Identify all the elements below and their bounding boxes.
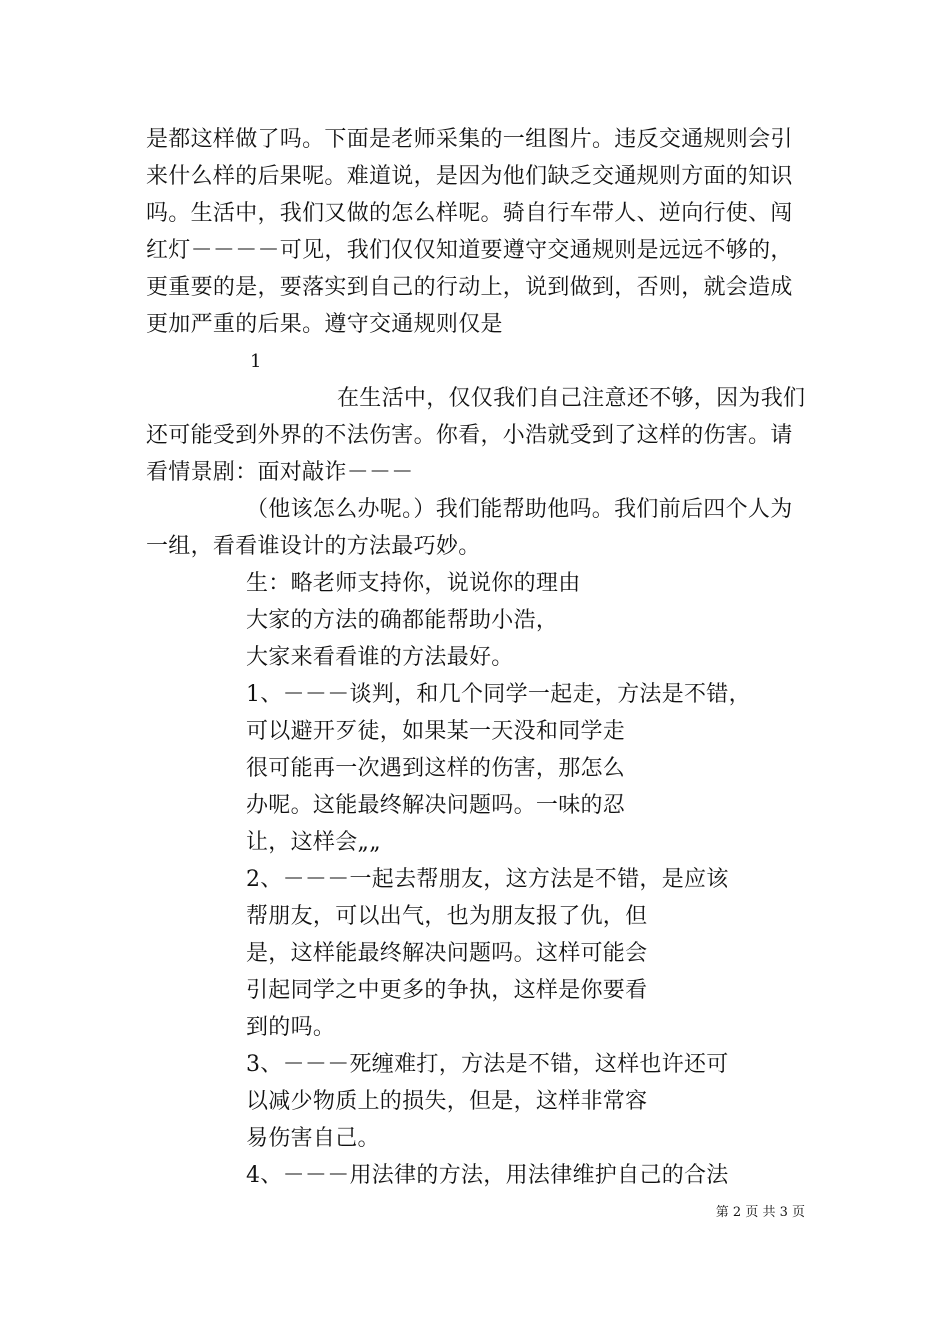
list-line: 易伤害自己。 [246, 1126, 380, 1151]
list-item-4: 4、－－－用法律的方法，用法律维护自己的合法 [246, 1163, 729, 1188]
list-line: 大家来看看谁的方法最好。 [246, 645, 514, 670]
list-line: 办呢。这能最终解决问题吗。一味的忍 [246, 793, 626, 818]
section-marker: 1 [250, 351, 262, 372]
list-line: 让，这样会„„ [246, 830, 381, 855]
list-line: 可以避开歹徒，如果某一天没和同学走 [246, 719, 626, 744]
text-line: 看情景剧：面对敲诈－－－ [146, 460, 414, 485]
text-line: 是都这样做了吗。下面是老师采集的一组图片。违反交通规则会引 [146, 127, 793, 152]
list-line: 是，这样能最终解决问题吗。这样可能会 [246, 941, 648, 966]
page-number: 第 2 页 共 3 页 [715, 1205, 805, 1220]
text-line: （他该怎么办呢。）我们能帮助他吗。我们前后四个人为 [246, 497, 793, 522]
text-line: 更重要的是，要落实到自己的行动上，说到做到，否则，就会造成 [146, 275, 793, 300]
text-line: 来什么样的后果呢。难道说，是因为他们缺乏交通规则方面的知识 [146, 164, 793, 189]
text-line: 在生活中，仅仅我们自己注意还不够，因为我们 [337, 386, 806, 411]
text-line: 更加严重的后果。遵守交通规则仅是 [146, 312, 503, 337]
list-line: 到的吗。 [246, 1015, 336, 1040]
list-line: 很可能再一次遇到这样的伤害，那怎么 [246, 756, 626, 781]
list-item-1: 1、－－－谈判，和几个同学一起走，方法是不错， [246, 682, 751, 707]
text-line: 还可能受到外界的不法伤害。你看，小浩就受到了这样的伤害。请 [146, 423, 793, 448]
list-line: 大家的方法的确都能帮助小浩， [246, 608, 559, 633]
list-item-2: 2、－－－一起去帮朋友，这方法是不错，是应该 [246, 867, 729, 892]
list-line: 帮朋友，可以出气，也为朋友报了仇，但 [246, 904, 648, 929]
text-line: 红灯－－－－可见，我们仅仅知道要遵守交通规则是远远不够的， [146, 238, 793, 263]
list-line: 生：略老师支持你，说说你的理由 [246, 571, 581, 596]
text-line: 吗。生活中，我们又做的怎么样呢。骑自行车带人、逆向行使、闯 [146, 201, 793, 226]
list-line: 引起同学之中更多的争执，这样是你要看 [246, 978, 648, 1003]
list-line: 以减少物质上的损失，但是，这样非常容 [246, 1089, 648, 1114]
text-line: 一组，看看谁设计的方法最巧妙。 [146, 534, 481, 559]
list-item-3: 3、－－－死缠难打，方法是不错，这样也许还可 [246, 1052, 729, 1077]
